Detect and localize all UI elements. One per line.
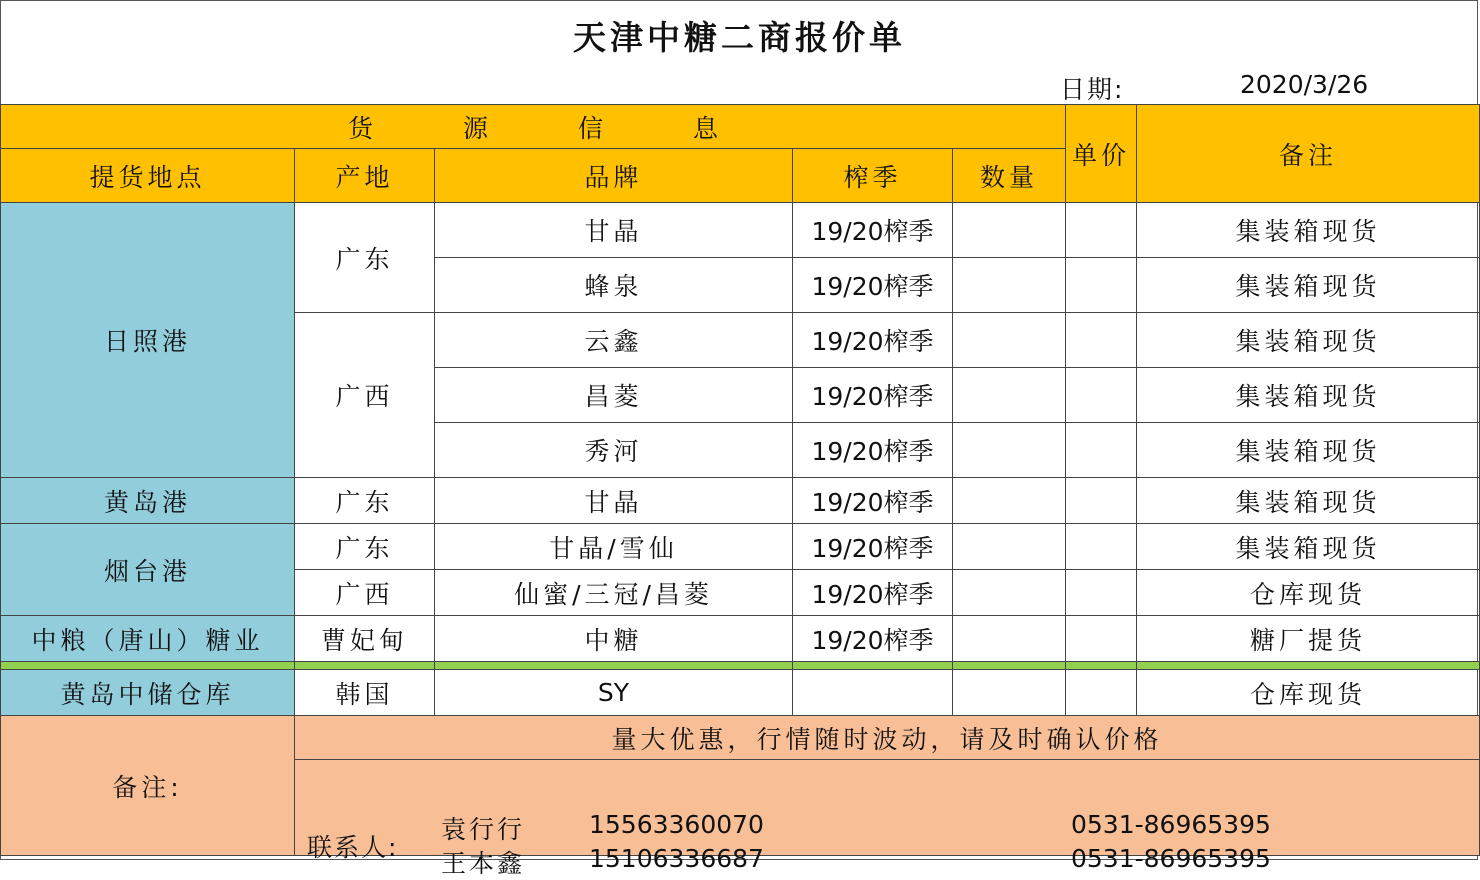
contact-mobile: 15563360070 bbox=[589, 809, 764, 839]
footer-row bbox=[1, 716, 1480, 760]
contact-cell bbox=[295, 760, 1480, 878]
footer-remark-label: 备注: bbox=[1, 716, 295, 856]
remark-cell: 集装箱现货 bbox=[1137, 524, 1480, 570]
remark-cell: 集装箱现货 bbox=[1137, 258, 1480, 313]
brand-cell: 云鑫 bbox=[435, 313, 793, 368]
origin-cell: 广西 bbox=[295, 313, 435, 478]
quantity-cell bbox=[953, 423, 1066, 478]
brand-cell: 甘晶 bbox=[435, 203, 793, 258]
price-cell bbox=[1066, 616, 1137, 662]
price-cell bbox=[1066, 670, 1137, 716]
location-cell: 中粮（唐山）糖业 bbox=[1, 616, 295, 662]
remark-cell: 集装箱现货 bbox=[1137, 478, 1480, 524]
quantity-cell bbox=[953, 570, 1066, 616]
quantity-cell bbox=[953, 670, 1066, 716]
season-cell: 19/20榨季 bbox=[793, 423, 953, 478]
quote-table bbox=[0, 104, 1480, 878]
contact-name: 王本鑫 bbox=[441, 848, 526, 878]
quantity-cell bbox=[953, 478, 1066, 524]
table-row bbox=[1, 524, 1480, 570]
remark-cell: 集装箱现货 bbox=[1137, 423, 1480, 478]
divider-cell bbox=[1, 662, 295, 670]
remark-header: 备注 bbox=[1137, 105, 1480, 203]
quantity-cell bbox=[953, 368, 1066, 423]
price-cell bbox=[1066, 313, 1137, 368]
remark-cell: 糖厂提货 bbox=[1137, 616, 1480, 662]
brand-header: 品牌 bbox=[435, 149, 793, 203]
remark-cell: 集装箱现货 bbox=[1137, 368, 1480, 423]
quantity-cell bbox=[953, 258, 1066, 313]
origin-cell: 广东 bbox=[295, 524, 435, 570]
origin-cell: 广东 bbox=[295, 478, 435, 524]
price-cell bbox=[1066, 570, 1137, 616]
origin-cell: 广西 bbox=[295, 570, 435, 616]
brand-cell: 仙蜜/三冠/昌菱 bbox=[435, 570, 793, 616]
season-cell: 19/20榨季 bbox=[793, 368, 953, 423]
brand-cell: 中糖 bbox=[435, 616, 793, 662]
quantity-cell bbox=[953, 203, 1066, 258]
season-cell: 19/20榨季 bbox=[793, 258, 953, 313]
divider-cell bbox=[435, 662, 793, 670]
source-info-header: 货源信息 bbox=[1, 105, 1066, 149]
season-header: 榨季 bbox=[793, 149, 953, 203]
contact-mobile: 15106336687 bbox=[589, 843, 764, 873]
pickup-location-header: 提货地点 bbox=[1, 149, 295, 203]
contact-label: 联系人: bbox=[307, 832, 399, 862]
contact-name: 袁行行 bbox=[441, 814, 526, 844]
table-row bbox=[1, 203, 1480, 258]
footer-notice: 量大优惠，行情随时波动，请及时确认价格 bbox=[295, 716, 1480, 760]
date-value: 2020/3/26 bbox=[1240, 70, 1369, 99]
divider-cell bbox=[953, 662, 1066, 670]
location-cell: 烟台港 bbox=[1, 524, 295, 616]
table-row bbox=[1, 478, 1480, 524]
brand-cell: SY bbox=[435, 670, 793, 716]
brand-cell: 秀河 bbox=[435, 423, 793, 478]
season-cell: 19/20榨季 bbox=[793, 524, 953, 570]
remark-cell: 集装箱现货 bbox=[1137, 313, 1480, 368]
table-row bbox=[1, 670, 1480, 716]
season-cell: 19/20榨季 bbox=[793, 313, 953, 368]
season-cell bbox=[793, 670, 953, 716]
quantity-header: 数量 bbox=[953, 149, 1066, 203]
location-cell: 日照港 bbox=[1, 203, 295, 478]
remark-cell: 仓库现货 bbox=[1137, 670, 1480, 716]
quantity-cell bbox=[953, 524, 1066, 570]
brand-cell: 昌菱 bbox=[435, 368, 793, 423]
unit-price-header: 单价 bbox=[1066, 105, 1137, 203]
price-cell bbox=[1066, 524, 1137, 570]
season-cell: 19/20榨季 bbox=[793, 570, 953, 616]
origin-cell: 曹妃甸 bbox=[295, 616, 435, 662]
brand-cell: 甘晶 bbox=[435, 478, 793, 524]
price-cell bbox=[1066, 258, 1137, 313]
price-cell bbox=[1066, 203, 1137, 258]
price-cell bbox=[1066, 423, 1137, 478]
origin-cell: 广东 bbox=[295, 203, 435, 313]
quantity-cell bbox=[953, 616, 1066, 662]
brand-cell: 蜂泉 bbox=[435, 258, 793, 313]
location-cell: 黄岛中储仓库 bbox=[1, 670, 295, 716]
date-label: 日期: bbox=[1060, 75, 1125, 104]
origin-header: 产地 bbox=[295, 149, 435, 203]
quantity-cell bbox=[953, 313, 1066, 368]
brand-cell: 甘晶/雪仙 bbox=[435, 524, 793, 570]
season-cell: 19/20榨季 bbox=[793, 203, 953, 258]
origin-cell: 韩国 bbox=[295, 670, 435, 716]
sheet-title: 天津中糖二商报价单 bbox=[573, 18, 906, 57]
season-cell: 19/20榨季 bbox=[793, 616, 953, 662]
price-cell bbox=[1066, 368, 1137, 423]
remark-cell: 仓库现货 bbox=[1137, 570, 1480, 616]
divider-row bbox=[1, 662, 1480, 670]
divider-cell bbox=[1066, 662, 1137, 670]
divider-cell bbox=[295, 662, 435, 670]
price-cell bbox=[1066, 478, 1137, 524]
table-row bbox=[1, 616, 1480, 662]
location-cell: 黄岛港 bbox=[1, 478, 295, 524]
divider-cell bbox=[793, 662, 953, 670]
remark-cell: 集装箱现货 bbox=[1137, 203, 1480, 258]
season-cell: 19/20榨季 bbox=[793, 478, 953, 524]
divider-cell bbox=[1137, 662, 1480, 670]
contact-tel: 0531-86965395 bbox=[1071, 809, 1271, 839]
contact-tel: 0531-86965395 bbox=[1071, 843, 1271, 873]
